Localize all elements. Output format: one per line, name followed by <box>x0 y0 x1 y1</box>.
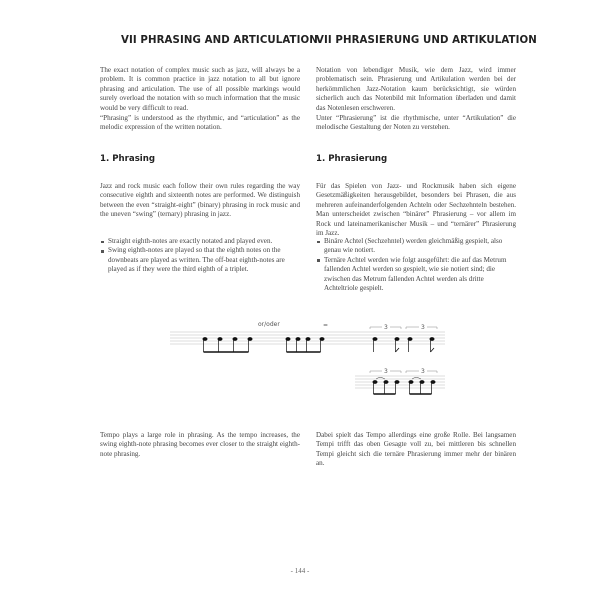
right-title: VII PHRASIERUNG UND ARTIKULATION <box>316 35 537 46</box>
left-bullet-item: Swing eighth-notes are played so that the eighth notes on the downbeats are played as written. The off-beat eighth-notes are played as if they were the third eighth of a triplet. <box>100 246 300 274</box>
left-intro-paragraph-1: The exact notation of complex music such as jazz, will always be a problem. It is common practice in jazz notation to all but ignore phrasing and articulation. The use of all possible markings would surely overload the notation with so much information that the music would be very difficult to read. <box>100 66 300 112</box>
music-notation-example <box>170 318 450 428</box>
right-bullet-item: Binäre Achtel (Sechzehntel) werden gleichmäßig gespielt, also genau wie notiert. <box>316 237 516 256</box>
right-section-title: 1. Phrasierung <box>316 154 388 164</box>
triplet-label: 3 <box>384 368 388 375</box>
or-label: or/oder <box>258 321 280 328</box>
left-section-paragraph: Jazz and rock music each follow their own rules regarding the way consecutive eighth and sixteenth notes are performed. We distinguish between the even “straight-eight” (binary) phrasing in rock music and the uneven “swing” (ternary) phrasing in jazz. <box>100 182 300 219</box>
right-intro-paragraph-2: Unter “Phrasierung” ist die rhythmische, unter “Artikulation” die melodische Gestaltung der Noten zu verstehen. <box>316 114 516 132</box>
right-section-paragraph: Für das Spielen von Jazz- und Rockmusik haben sich eigene Gesetzmäßigkeiten herausgebildet, besonders bei Phrasen, die aus mehreren aufeinanderfolgenden Achteln oder Sechzehnteln bestehen. Man unterscheidet zwischen “binärer” Phrasierung – vor allem im Rock und lateinamerikanischer Musik – und “ternärer” Phrasierung im Jazz. <box>316 182 516 238</box>
left-intro-paragraph-2: “Phrasing” is understood as the rhythmic, and “articulation” as the melodic expression of the written notation. <box>100 114 300 132</box>
left-section-title: 1. Phrasing <box>100 154 156 164</box>
left-title: VII PHRASING AND ARTICULATION <box>121 35 318 46</box>
right-bullet-list <box>316 237 516 293</box>
right-intro-paragraph-1: Notation von lebendiger Musik, wie dem Jazz, wird immer problematisch sein. Phrasierung und Artikulation werden bei der herkömmlichen Jazz-Notation kaum berücksichtigt, sie würden sicherlich auch das Notenbild mit Information überladen und damit das Notenlesen erschweren. <box>316 66 516 112</box>
left-bullet-list <box>100 237 300 275</box>
right-bullet-item: Ternäre Achtel werden wie folgt ausgeführt: die auf das Metrum fallenden Achtel werden so gespielt, wie sie notiert sind; die zwischen das Metrum fallenden Achtel werden als dritte Achteltriole gespielt. <box>316 256 516 294</box>
staff-svg <box>170 318 450 428</box>
left-closing-paragraph: Tempo plays a large role in phrasing. As the tempo increases, the swing eighth-note phrasing becomes ever closer to the straight eighth-note phrasing. <box>100 431 300 458</box>
triplet-label: 3 <box>421 368 425 375</box>
right-closing-paragraph: Dabei spielt das Tempo allerdings eine große Rolle. Bei langsamen Tempi trifft das oben Gesagte voll zu, bei mittleren bis schnellen Tempi gleicht sich die ternäre Phrasierung immer mehr der binären an. <box>316 431 516 468</box>
equals-sign: = <box>323 322 329 329</box>
triplet-label: 3 <box>384 324 388 331</box>
page-number: - 144 - <box>290 567 310 575</box>
left-bullet-item: Straight eighth-notes are exactly notated and played even. <box>100 237 300 246</box>
triplet-label: 3 <box>421 324 425 331</box>
